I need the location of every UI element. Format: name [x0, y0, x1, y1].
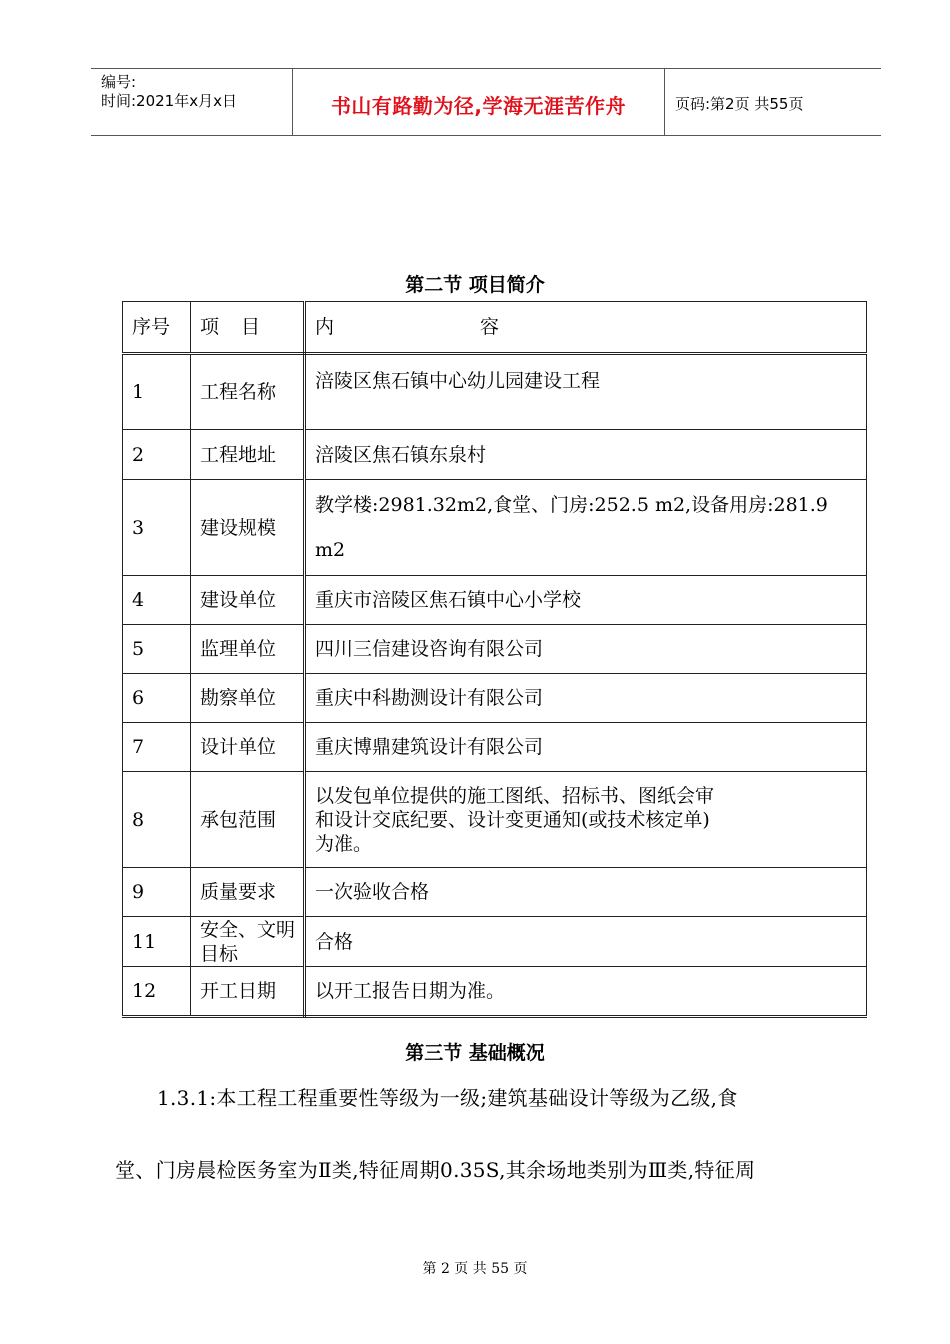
table-row — [123, 723, 867, 772]
row-content: 教学楼:2981.32m2,食堂、门房:252.5 m2,设备用房:281.9 m2 — [305, 480, 867, 576]
header-page-info: 页码:第2页 共55页 — [675, 95, 804, 113]
project-info-table — [122, 301, 867, 1018]
column-header-item: 项 目 — [191, 302, 305, 354]
row-item: 开工日期 — [191, 967, 305, 1017]
row-item: 建设规模 — [191, 480, 305, 576]
paragraph-line: 堂、门房晨检医务室为Ⅱ类,特征周期0.35S,其余场地类别为Ⅲ类,特征周 — [115, 1158, 756, 1182]
column-header-no: 序号 — [123, 302, 191, 354]
row-content: 涪陵区焦石镇中心幼儿园建设工程 — [305, 354, 867, 430]
table-row — [123, 917, 867, 967]
row-no: 9 — [123, 868, 191, 917]
table-row — [123, 868, 867, 917]
header-meta — [101, 73, 237, 111]
row-no: 3 — [123, 480, 191, 576]
row-no: 6 — [123, 674, 191, 723]
row-content: 四川三信建设咨询有限公司 — [305, 625, 867, 674]
table-row — [123, 576, 867, 625]
row-no: 1 — [123, 354, 191, 430]
table-row — [123, 772, 867, 868]
row-content: 合格 — [305, 917, 867, 967]
row-content: 重庆市涪陵区焦石镇中心小学校 — [305, 576, 867, 625]
table-row — [123, 354, 867, 430]
column-header-content: 内 容 — [305, 302, 867, 354]
row-item: 工程地址 — [191, 430, 305, 480]
section-title-foundation: 第三节 基础概况 — [405, 1042, 545, 1064]
row-item: 设计单位 — [191, 723, 305, 772]
table-row — [123, 625, 867, 674]
row-content: 以开工报告日期为准。 — [305, 967, 867, 1017]
row-no: 7 — [123, 723, 191, 772]
row-item: 工程名称 — [191, 354, 305, 430]
table-header-row — [123, 302, 867, 354]
row-no: 8 — [123, 772, 191, 868]
row-item: 建设单位 — [191, 576, 305, 625]
row-no: 12 — [123, 967, 191, 1017]
page-footer: 第 2 页 共 55 页 — [422, 1261, 528, 1277]
page-header — [91, 68, 881, 136]
row-item: 监理单位 — [191, 625, 305, 674]
row-content: 重庆中科勘测设计有限公司 — [305, 674, 867, 723]
time-label: 时间:2021年x月x日 — [101, 92, 237, 110]
row-content: 涪陵区焦石镇东泉村 — [305, 430, 867, 480]
row-item: 勘察单位 — [191, 674, 305, 723]
row-no: 11 — [123, 917, 191, 967]
table-row — [123, 430, 867, 480]
row-no: 4 — [123, 576, 191, 625]
row-item: 安全、文明目标 — [191, 917, 305, 967]
table-row — [123, 674, 867, 723]
number-label: 编号: — [101, 73, 137, 91]
row-no: 5 — [123, 625, 191, 674]
row-content: 一次验收合格 — [305, 868, 867, 917]
header-motto: 书山有路勤为径,学海无涯苦作舟 — [330, 94, 627, 118]
header-divider — [664, 69, 665, 135]
table-row — [123, 967, 867, 1017]
paragraph-line: 1.3.1:本工程工程重要性等级为一级;建筑基础设计等级为乙级,食 — [157, 1086, 738, 1110]
section-title-project-intro: 第二节 项目简介 — [405, 274, 545, 296]
row-content: 重庆博鼎建筑设计有限公司 — [305, 723, 867, 772]
table-row — [123, 480, 867, 576]
row-content: 以发包单位提供的施工图纸、招标书、图纸会审和设计交底纪要、设计变更通知(或技术核定单)为准。 — [305, 772, 867, 868]
row-item: 承包范围 — [191, 772, 305, 868]
row-no: 2 — [123, 430, 191, 480]
row-item: 质量要求 — [191, 868, 305, 917]
